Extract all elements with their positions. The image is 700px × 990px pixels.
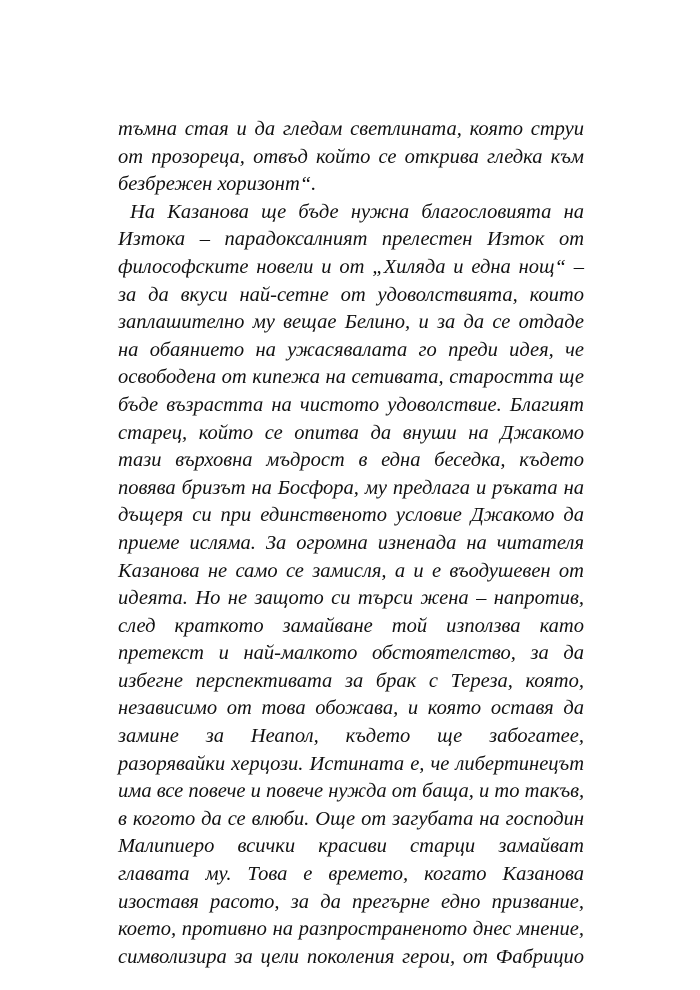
text-line: независимо от това обожава, и която оставя да [118,697,584,720]
text-line: избегне перспективата за брак с Тереза, която, [118,669,584,692]
text-line: от прозореца, отвъд който се открива гледка към [118,145,584,168]
text-line: Казанова не само се замисля, а и е въодушевен от [118,559,584,582]
text-line: в когото да се влюби. Още от загубата на господин [118,807,584,830]
text-line: символизира за цели поколения герои, от Фабрицио [118,945,584,968]
text-line: безбрежен хоризонт“. [118,173,317,196]
text-line: главата му. Това е времето, когато Казанова [118,863,584,886]
text-line: идеята. Но не защото си търси жена – напротив, [118,587,584,610]
text-line: на обаянието на ужасявалата го преди идея, че [118,338,584,361]
text-line: което, противно на разпространеното днес мнение, [118,918,584,941]
text-line: дъщеря си при единственото условие Джакомо да [118,504,584,527]
text-line: претекст и най-малкото обстоятелство, за да [118,642,584,665]
text-line: Малипиеро всички красиви старци замайват [118,835,584,858]
text-line: изоставя расото, за да прегърне едно призвание, [118,890,584,913]
text-line: разорявайки херцози. Истината е, че либертинецът [118,752,584,775]
paragraph-first-line: На Казанова ще бъде нужна благословията на [130,200,584,223]
text-line: заплашително му вещае Белино, и за да се отдаде [118,311,584,334]
text-line: след краткото замайване той използва като [118,614,584,637]
body-text [118,116,584,971]
text-line: има все повече и повече нужда от баща, и то такъв, [118,780,585,803]
text-line: Изтока – парадоксалният прелестен Изток от [118,228,584,251]
text-line: тъмна стая и да гледам светлината, която струи [118,118,584,140]
text-line: бъде възрастта на чистото удоволствие. Благият [118,393,584,416]
text-line: освободена от кипежа на сетивата, старостта ще [118,366,584,389]
text-line: философските новели и от „Хиляда и една нощ“ – [118,255,584,278]
text-line: замине за Неапол, където ще забогатее, [118,725,584,748]
text-line: за да вкуси най-сетне от удоволствията, които [118,283,584,306]
text-line: старец, който се опитва да внуши на Джакомо [118,421,584,444]
text-line: повява бризът на Босфора, му предлага и ръката на [118,476,584,499]
text-line: приеме исляма. За огромна изненада на читателя [118,531,584,554]
text-line: тази върховна мъдрост в една беседка, където [118,449,584,472]
